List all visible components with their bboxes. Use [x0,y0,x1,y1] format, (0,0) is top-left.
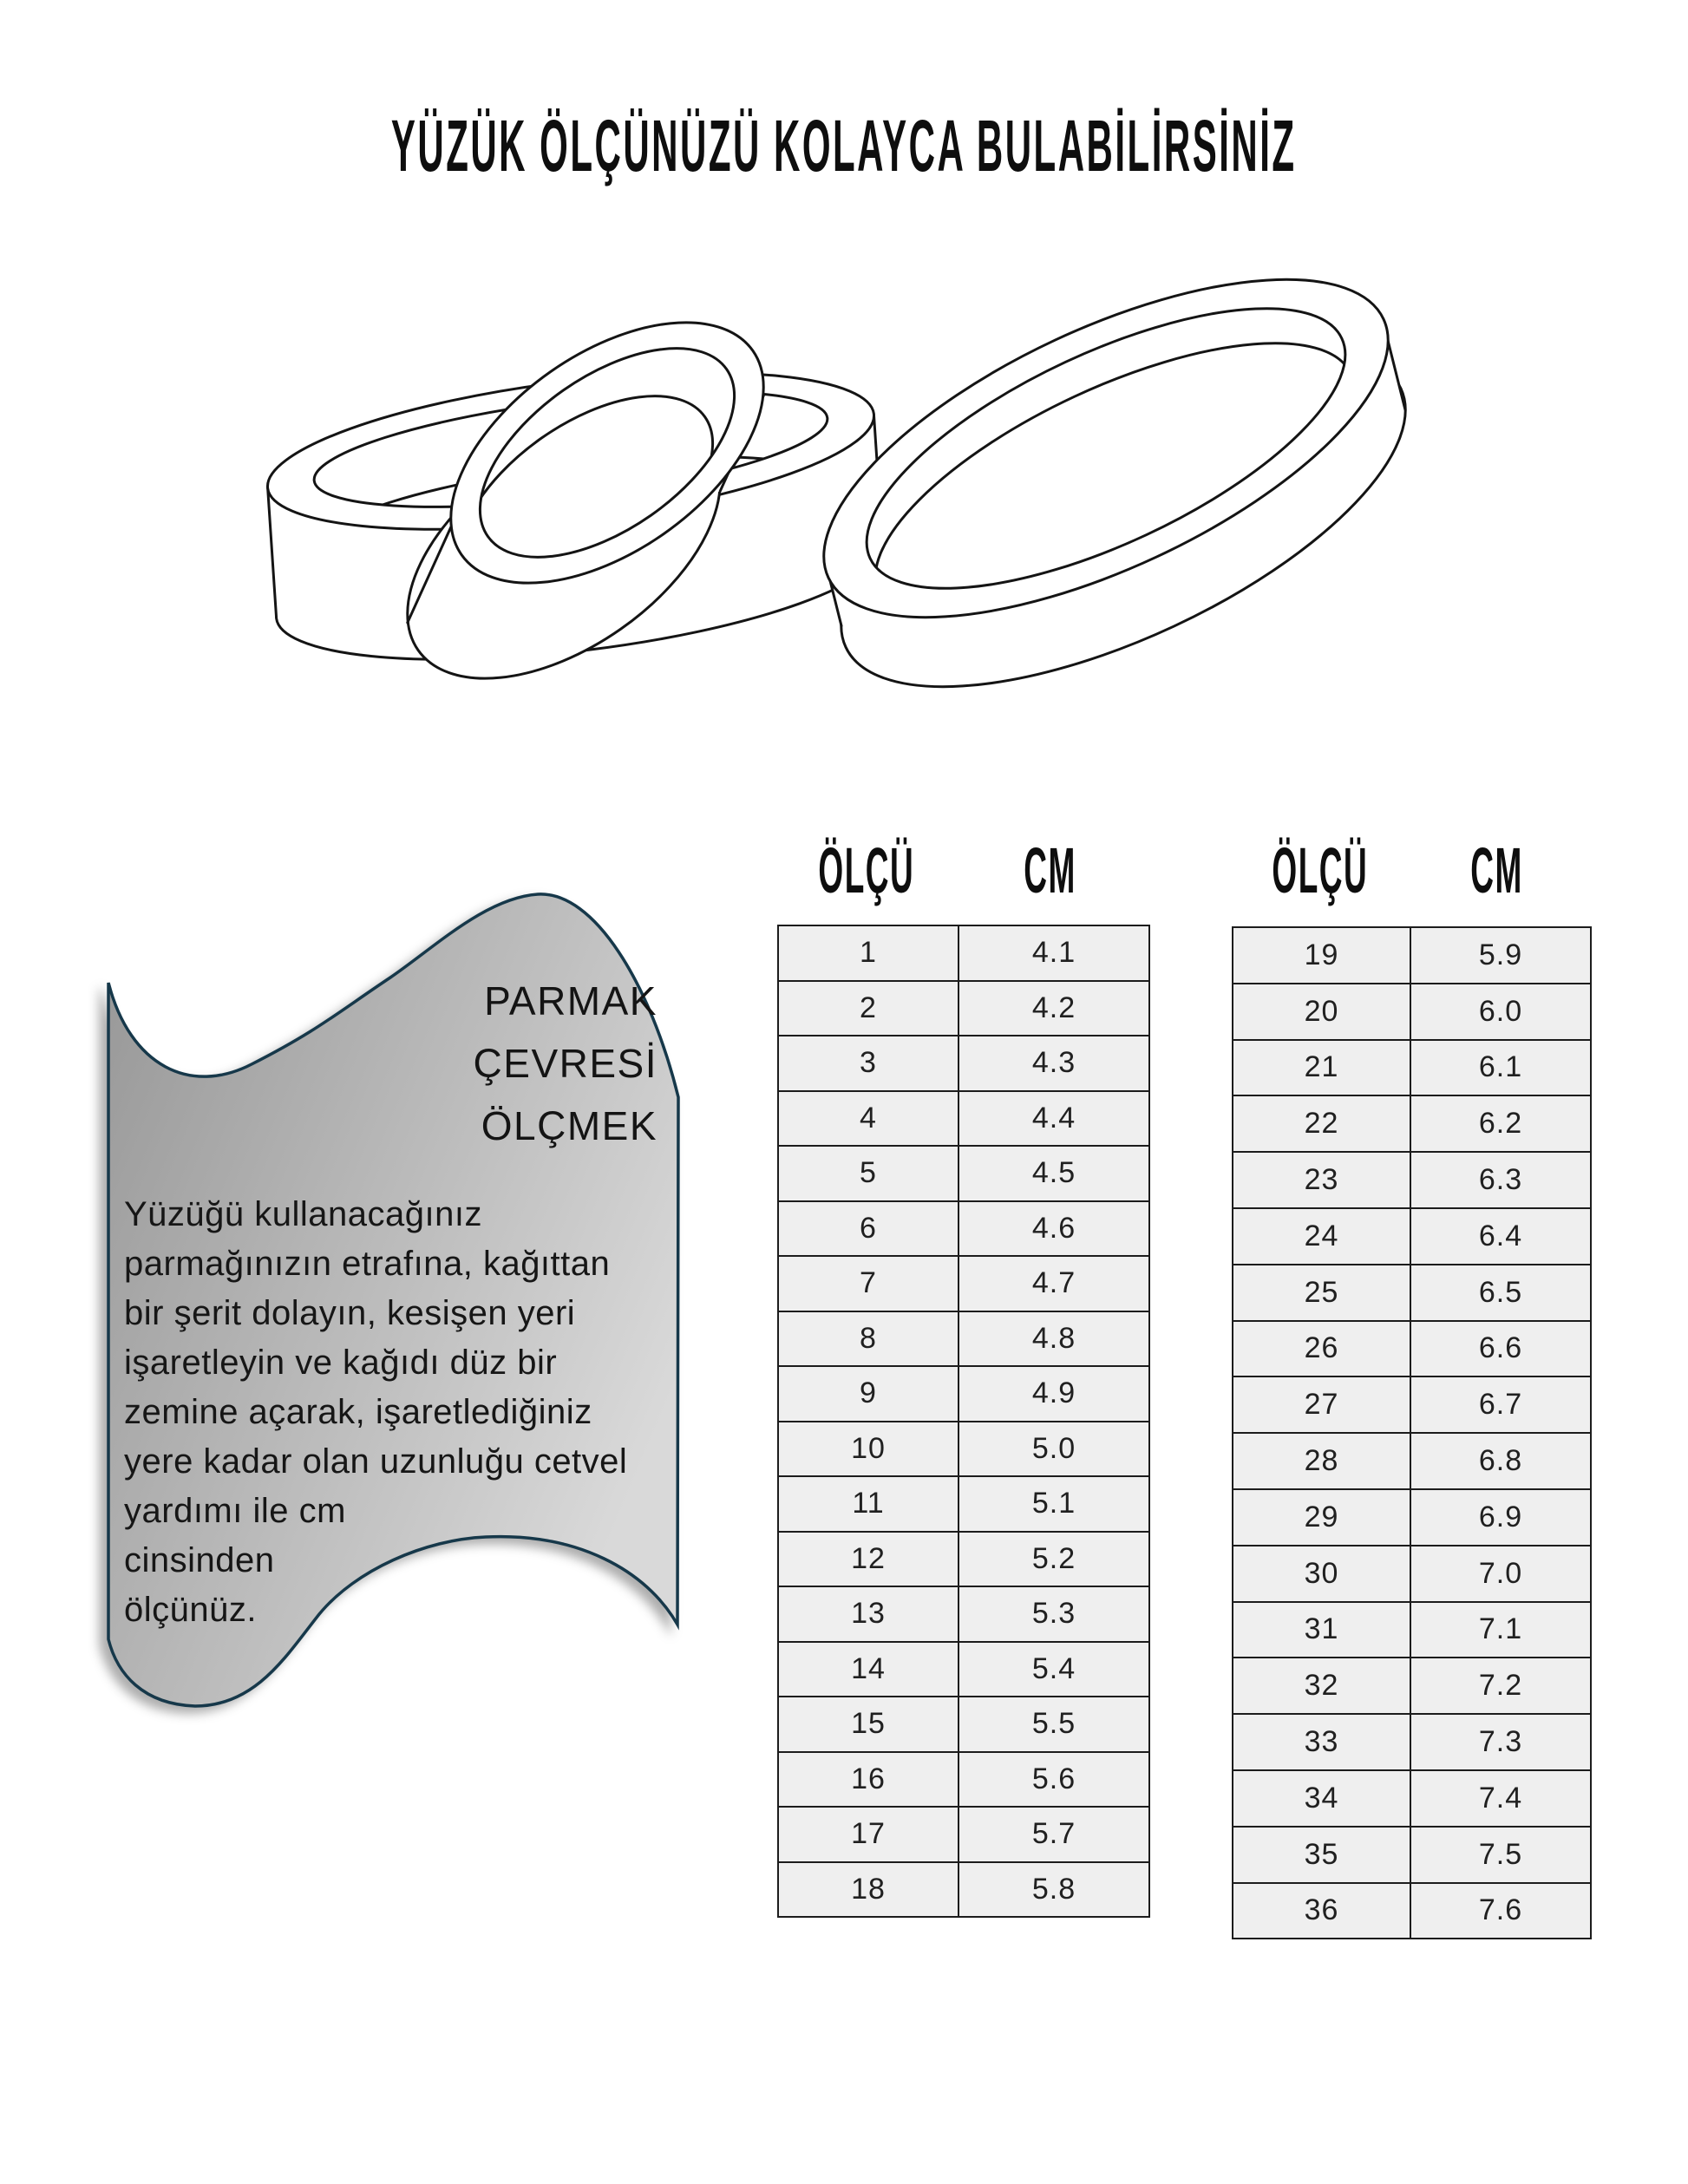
table-row [778,1476,1149,1532]
table-row [778,1586,1149,1642]
cm-cell: 4.8 [958,1311,1149,1367]
table-row [778,1256,1149,1311]
size-cell: 18 [778,1862,958,1918]
size-cell: 25 [1233,1265,1410,1321]
cm-cell: 4.1 [958,925,1149,981]
table-row [1233,1827,1591,1883]
size-table-19-36 [1232,926,1592,1939]
size-cell: 36 [1233,1883,1410,1939]
size-cell: 14 [778,1642,958,1697]
table-row [1233,1546,1591,1602]
size-cell: 27 [1233,1376,1410,1433]
size-cell: 32 [1233,1658,1410,1714]
table-row [1233,1040,1591,1096]
table-row [778,981,1149,1036]
size-cell: 26 [1233,1321,1410,1377]
size-table-1-18 [777,925,1150,1918]
page-title-text: YÜZÜK ÖLÇÜNÜZÜ KOLAYCA BULABİLİRSİNİZ [391,105,1297,186]
cm-cell: 6.7 [1410,1376,1591,1433]
cm-cell: 6.6 [1410,1321,1591,1377]
size-cell: 17 [778,1807,958,1862]
size-cell: 8 [778,1311,958,1367]
cm-cell: 5.5 [958,1697,1149,1752]
table1-size-header: ÖLÇÜ [818,834,915,906]
size-cell: 7 [778,1256,958,1311]
table-row [778,1807,1149,1862]
table-row [778,1752,1149,1808]
cm-cell: 7.2 [1410,1658,1591,1714]
size-cell: 16 [778,1752,958,1808]
size-cell: 11 [778,1476,958,1532]
table-row [778,1091,1149,1147]
table-row [1233,984,1591,1040]
size-cell: 2 [778,981,958,1036]
cm-cell: 7.6 [1410,1883,1591,1939]
size-cell: 30 [1233,1546,1410,1602]
size-cell: 34 [1233,1770,1410,1827]
cm-cell: 7.5 [1410,1827,1591,1883]
cm-cell: 4.3 [958,1036,1149,1091]
table1-cm-header: CM [1024,834,1077,906]
size-cell: 29 [1233,1489,1410,1546]
size-cell: 6 [778,1201,958,1257]
table-row [1233,1376,1591,1433]
cm-cell: 5.2 [958,1532,1149,1587]
size-cell: 23 [1233,1152,1410,1208]
cm-cell: 7.3 [1410,1714,1591,1770]
cm-cell: 6.8 [1410,1433,1591,1489]
size-cell: 10 [778,1422,958,1477]
cm-cell: 6.9 [1410,1489,1591,1546]
size-cell: 21 [1233,1040,1410,1096]
table2-size-header: ÖLÇÜ [1272,834,1368,906]
size-cell: 13 [778,1586,958,1642]
cm-cell: 5.1 [958,1476,1149,1532]
table-row [778,1422,1149,1477]
size-cell: 28 [1233,1433,1410,1489]
table-row [1233,1433,1591,1489]
size-cell: 20 [1233,984,1410,1040]
table-row [778,1311,1149,1367]
cm-cell: 4.7 [958,1256,1149,1311]
size-cell: 9 [778,1366,958,1422]
ring-right-icon [778,236,1451,694]
cm-cell: 7.1 [1410,1602,1591,1658]
size-cell: 3 [778,1036,958,1091]
size-cell: 1 [778,925,958,981]
size-cell: 33 [1233,1714,1410,1770]
cm-cell: 7.0 [1410,1546,1591,1602]
info-card-body: Yüzüğü kullanacağınız parmağınızın etrafına, kağıttan bir şerit dolayın, kesişen yeri işaretleyin ve kağıdı düz bir zemine açarak, işaretlediğiniz yere kadar olan uzunluğu cetvel yardımı ile cm cinsinden ölçünüz. [124,1195,628,1629]
table-row [778,1036,1149,1091]
table-row [1233,1489,1591,1546]
table-row [1233,1883,1591,1939]
size-cell: 24 [1233,1208,1410,1265]
table-row [1233,1602,1591,1658]
table-row [1233,1208,1591,1265]
size-cell: 15 [778,1697,958,1752]
size-cell: 22 [1233,1095,1410,1152]
table-row [778,1642,1149,1697]
cm-cell: 6.0 [1410,984,1591,1040]
table-row [1233,1658,1591,1714]
rings-illustration [260,236,1457,694]
size-cell: 31 [1233,1602,1410,1658]
table-row [778,1146,1149,1201]
cm-cell: 6.5 [1410,1265,1591,1321]
table-row [778,1862,1149,1918]
table-row [778,925,1149,981]
table2-cm-header: CM [1470,834,1524,906]
info-card-heading: PARMAK ÇEVRESİ ÖLÇMEK [473,978,658,1148]
cm-cell: 5.3 [958,1586,1149,1642]
cm-cell: 6.2 [1410,1095,1591,1152]
cm-cell: 4.9 [958,1366,1149,1422]
size-cell: 12 [778,1532,958,1587]
cm-cell: 5.7 [958,1807,1149,1862]
table-row [778,1532,1149,1587]
cm-cell: 7.4 [1410,1770,1591,1827]
cm-cell: 5.4 [958,1642,1149,1697]
cm-cell: 5.0 [958,1422,1149,1477]
size-cell: 5 [778,1146,958,1201]
cm-cell: 6.4 [1410,1208,1591,1265]
table-row [1233,1152,1591,1208]
cm-cell: 5.8 [958,1862,1149,1918]
table-row [778,1366,1149,1422]
table-row [1233,1714,1591,1770]
size-cell: 35 [1233,1827,1410,1883]
table-row [1233,1095,1591,1152]
cm-cell: 6.3 [1410,1152,1591,1208]
cm-cell: 5.9 [1410,927,1591,984]
table-row [1233,927,1591,984]
cm-cell: 4.5 [958,1146,1149,1201]
table-row [778,1201,1149,1257]
table-row [1233,1265,1591,1321]
cm-cell: 6.1 [1410,1040,1591,1096]
cm-cell: 5.6 [958,1752,1149,1808]
page-title [0,97,1688,195]
cm-cell: 4.6 [958,1201,1149,1257]
cm-cell: 4.2 [958,981,1149,1036]
table-row [778,1697,1149,1752]
cm-cell: 4.4 [958,1091,1149,1147]
size-cell: 4 [778,1091,958,1147]
size-cell: 19 [1233,927,1410,984]
table-row [1233,1321,1591,1377]
table-row [1233,1770,1591,1827]
